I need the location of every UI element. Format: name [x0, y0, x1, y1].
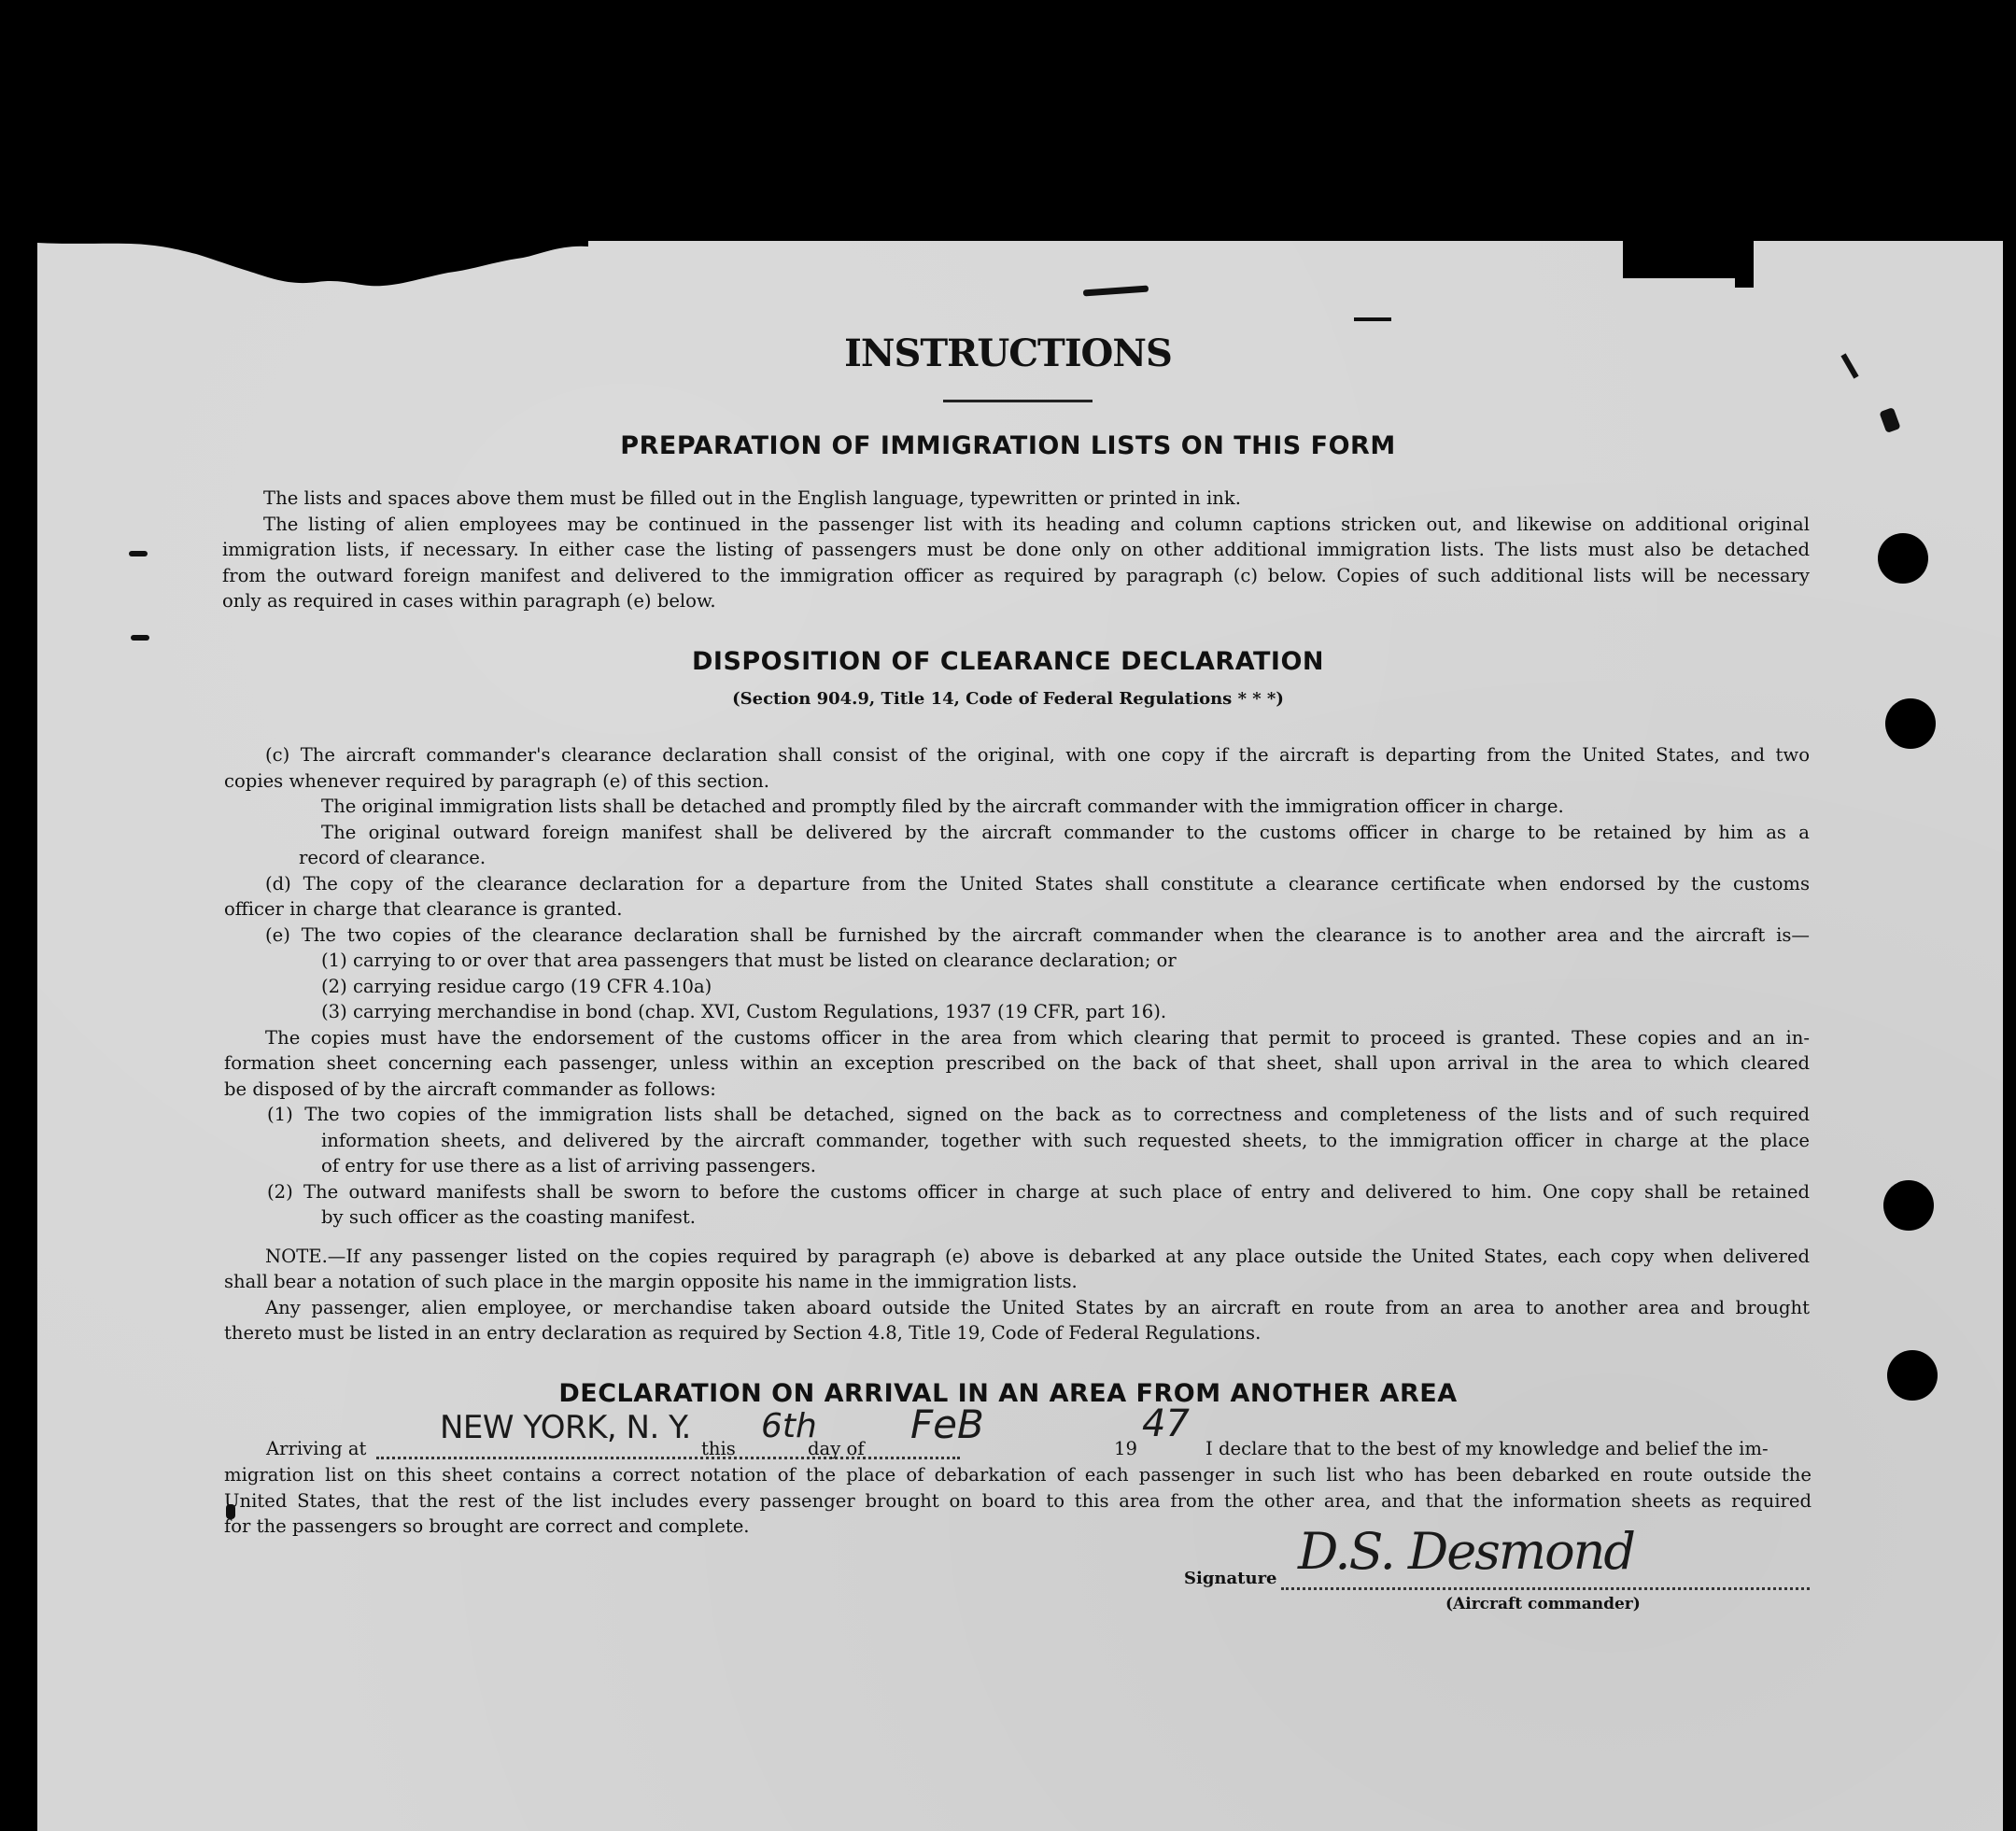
- text-line: copies whenever required by paragraph (e) of this section.: [224, 769, 769, 792]
- text-line: shall bear a notation of such place in the margin opposite his name in the immigration lists.: [224, 1271, 1078, 1292]
- torn-edge: [37, 241, 588, 306]
- punch-hole: [1878, 533, 1928, 584]
- text-line: only as required in cases within paragraph (e) below.: [222, 590, 716, 612]
- text-line: immigration lists, if necessary. In either case the listing of passengers must be done only on other additional immigration lists. The lists must also be detached: [222, 539, 1810, 560]
- this-label: this: [701, 1438, 736, 1459]
- declaration-text-line: I declare that to the best of my knowledge and belief the im-: [1205, 1438, 1769, 1459]
- text-line: thereto must be listed in an entry declaration as required by Section 4.8, Title 19, Code of Federal Regulations.: [224, 1322, 1262, 1344]
- signature-caption: (Aircraft commander): [1445, 1595, 1641, 1613]
- text-line: The original immigration lists shall be detached and promptly filed by the aircraft commander with the immigration officer in charge.: [321, 796, 1564, 817]
- text-line: United States, that the rest of the list includes every passenger brought on board to this area from the other area, and that the information sheets as required: [224, 1489, 1812, 1512]
- text-line: (1) The two copies of the immigration lists shall be detached, signed on the back as to correctness and completeness of the lists and of such required: [267, 1104, 1810, 1125]
- text-line: record of clearance.: [299, 847, 486, 868]
- punch-hole: [1883, 1180, 1934, 1231]
- text-line: NOTE.—If any passenger listed on the copies required by paragraph (e) above is debarked at any place outside the United States, each copy when delivered: [265, 1245, 1810, 1267]
- year-prefix: 19: [1114, 1438, 1137, 1459]
- text-line: (2) carrying residue cargo (19 CFR 4.10a): [321, 975, 712, 997]
- text-line: of entry for use there as a list of arriving passengers.: [321, 1155, 817, 1176]
- text-line: (3) carrying merchandise in bond (chap. XVI, Custom Regulations, 1937 (19 CFR, part 16).: [321, 1001, 1167, 1022]
- year-value[interactable]: 47: [1142, 1402, 1190, 1445]
- ink-speck: [1354, 317, 1391, 321]
- text-line: (d) The copy of the clearance declaration for a departure from the United States shall constitute a clearance certificate when endorsed by the customs: [265, 872, 1810, 894]
- ink-speck: [131, 635, 149, 641]
- text-line: Any passenger, alien employee, or merchandise taken aboard outside the United States by an aircraft en route from an area to another area and brought: [265, 1296, 1810, 1318]
- text-line: (1) carrying to or over that area passengers that must be listed on clearance declaration; or: [321, 950, 1177, 971]
- text-line: (c) The aircraft commander's clearance declaration shall consist of the original, with one copy if the aircraft is departing from the United States, and two: [265, 744, 1810, 766]
- section-heading-declaration: DECLARATION ON ARRIVAL IN AN AREA FROM ANOTHER AREA: [558, 1379, 1458, 1408]
- ink-speck: [129, 551, 148, 556]
- text-line: officer in charge that clearance is granted.: [224, 898, 623, 920]
- text-line: The lists and spaces above them must be filled out in the English language, typewritten or printed in ink.: [263, 487, 1242, 509]
- signature-line: [1281, 1587, 1810, 1590]
- section-heading-disposition: DISPOSITION OF CLEARANCE DECLARATION: [691, 647, 1325, 676]
- section-subheading-disposition: (Section 904.9, Title 14, Code of Federal Regulations * * *): [732, 689, 1284, 709]
- text-line: be disposed of by the aircraft commander as follows:: [224, 1077, 716, 1100]
- day-of-label: day of: [808, 1438, 865, 1459]
- title-underline: [943, 400, 1093, 402]
- text-line: by such officer as the coasting manifest.: [321, 1206, 696, 1228]
- dotted-line: [376, 1457, 960, 1459]
- signature-label: Signature: [1184, 1569, 1277, 1588]
- text-line: from the outward foreign manifest and delivered to the immigration officer as required by paragraph (c) below. Copies of such additional lists will be necessary: [222, 564, 1810, 586]
- text-line: The listing of alien employees may be continued in the passenger list with its heading and column captions stricken out, and likewise on additional original: [263, 513, 1810, 535]
- day-value[interactable]: 6th: [761, 1407, 817, 1445]
- preparation-text: [222, 486, 1810, 614]
- text-line: information sheets, and delivered by the aircraft commander, together with such requested sheets, to the immigration officer in charge at the place: [321, 1129, 1810, 1151]
- page-title: INSTRUCTIONS: [844, 331, 1172, 375]
- text-line: migration list on this sheet contains a correct notation of the place of debarkation of each passenger in such list who has been debarked en route outside the: [224, 1464, 1812, 1486]
- torn-notch: [1735, 233, 1754, 288]
- torn-notch: [1623, 233, 1735, 278]
- text-line: (e) The two copies of the clearance declaration shall be furnished by the aircraft commander when the clearance is to another area and the aircraft is—: [265, 923, 1810, 946]
- text-line: formation sheet concerning each passenger, unless within an exception prescribed on the back of that sheet, shall upon arrival in the area to which cleared: [224, 1052, 1810, 1074]
- arriving-at-label: Arriving at: [266, 1438, 367, 1459]
- section-heading-preparation: PREPARATION OF IMMIGRATION LISTS ON THIS FORM: [620, 431, 1396, 460]
- signature-value[interactable]: D.S. Desmond: [1298, 1522, 1634, 1581]
- disposition-text: [224, 742, 1810, 1346]
- text-line: for the passengers so brought are correct and complete.: [224, 1515, 750, 1537]
- text-line: The copies must have the endorsement of the customs officer in the area from which clearing that permit to proceed is granted. These copies and an in-: [265, 1026, 1810, 1049]
- arriving-at-value[interactable]: NEW YORK, N. Y.: [440, 1409, 691, 1446]
- text-line: The original outward foreign manifest shall be delivered by the aircraft commander to the customs officer in charge to be retained by him as a: [321, 821, 1810, 843]
- month-value[interactable]: FeB: [910, 1401, 984, 1447]
- text-line: (2) The outward manifests shall be sworn to before the customs officer in charge at such place of entry and delivered to him. One copy shall be retained: [267, 1180, 1810, 1203]
